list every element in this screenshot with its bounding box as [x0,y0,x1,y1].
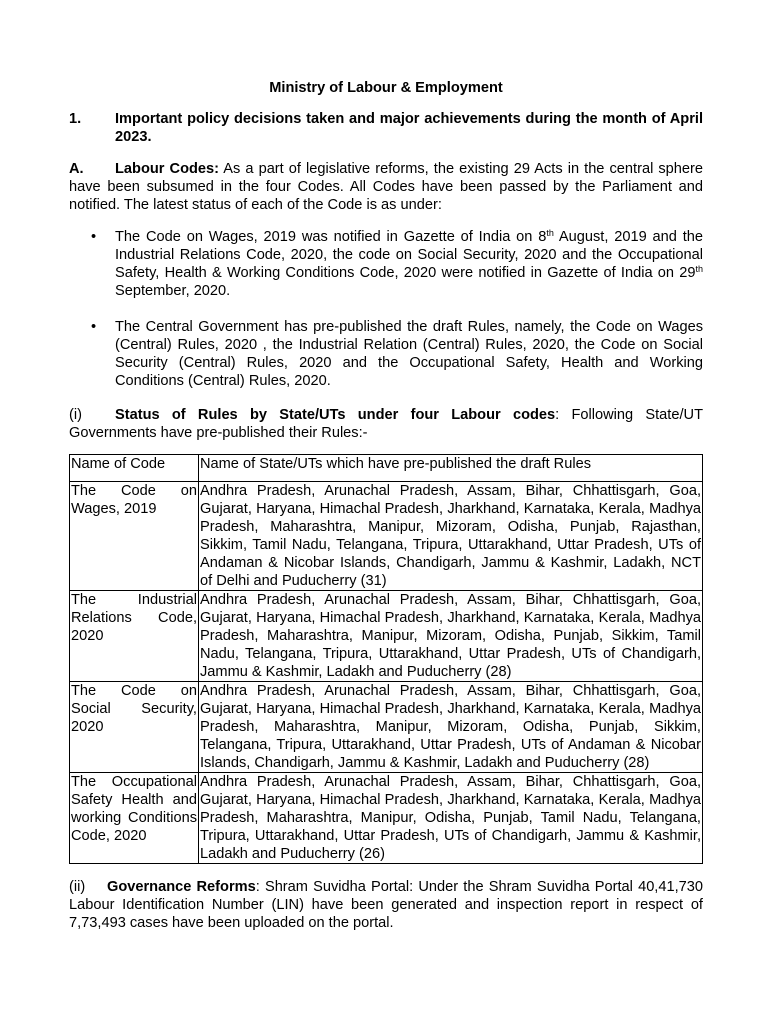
bullet-text-notification [115,228,703,300]
rules-status-table [69,454,703,864]
list-item [69,228,703,300]
heading-text: Important policy decisions taken and major achievements during the month of April 2023. [115,111,703,145]
section-labour-codes [69,160,703,214]
table-cell-code: The Code on Social Security, 2020 [70,682,199,773]
list-item [69,318,703,390]
table-header-code: Name of Code [70,455,199,482]
table-row [70,773,703,864]
bullet-1-part-1: The Code on Wages, 2019 was notified in Gazette of India on 8 [115,229,547,245]
bullet-1-superscript-2: th [695,264,703,274]
policy-heading [69,110,703,146]
bullet-1-part-2: August, 2019 and the Industrial Relations Code, 2020, the code on Social Security, 2020 and the Occupational Safety, Health & Working Conditions Code, 2020 were notified in Gazette of India on 29 [115,229,703,281]
bullet-1-part-3: September, 2020. [115,283,231,299]
table-header-row [70,455,703,482]
table-cell-states: Andhra Pradesh, Arunachal Pradesh, Assam, Bihar, Chhattisgarh, Goa, Gujarat, Haryana, Himachal Pradesh, Jharkhand, Karnataka, Kerala, Madhya Pradesh, Maharashtra, Manipur, Odisha, Punjab, Tamil Nadu, Telangana, Tripura, Uttarakhand, Uttar Pradesh, UTs of Chandigarh, Jammu & Kashmir, Ladakh and Puducherry (26) [200,774,701,862]
bullet-list [69,228,703,390]
table-header-states: Name of State/UTs which have pre-published the draft Rules [199,455,703,482]
status-subject: Status of Rules by State/UTs under four Labour codes [115,407,556,423]
table-row [70,591,703,682]
governance-subject: Governance Reforms [107,879,256,895]
table-cell-states: Andhra Pradesh, Arunachal Pradesh, Assam, Bihar, Chhattisgarh, Goa, Gujarat, Haryana, Himachal Pradesh, Jharkhand, Karnataka, Kerala, Madhya Pradesh, Maharashtra, Manipur, Mizoram, Odisha, Punjab, Sikkim, Tamil Nadu, Telangana, Tripura, Uttarakhand, Uttar Pradesh, UTs of Chandigarh, Jammu & Kashmir, Ladakh and Puducherry (28) [200,592,701,680]
table-row [70,682,703,773]
section-a-text: As a part of legislative reforms, the existing 29 Acts in the central sphere have been subsumed in the four Codes. All Codes have been passed by the Parliament and notified. The latest status of each of the Code is as under: [69,161,704,213]
bullet-icon: • [91,229,97,245]
bullet-text-draft-rules: The Central Government has pre-published the draft Rules, namely, the Code on Wages (Central) Rules, 2020 , the Industrial Relation (Central) Rules, 2020, the Code on Social Security (Central) Rules, 2020 and the Occupational Safety, Health and Working Conditions (Central) Rules, 2020. [115,319,703,389]
table-cell-states: Andhra Pradesh, Arunachal Pradesh, Assam, Bihar, Chhattisgarh, Goa, Gujarat, Haryana, Himachal Pradesh, Jharkhand, Karnataka, Kerala, Madhya Pradesh, Maharashtra, Manipur, Mizoram, Odisha, Punjab, Sikkim, Telangana, Tripura, Uttarakhand, Uttar Pradesh, UTs of Andaman & Nicobar Islands, Chandigarh, Jammu & Kashmir, Ladakh and Puducherry (28) [200,683,701,771]
bullet-icon: • [91,319,97,335]
section-a-subject: Labour Codes: [115,161,219,177]
governance-reforms [69,878,703,932]
section-a-label: A. [69,161,84,177]
document-page [69,78,703,932]
governance-label: (ii) [69,879,86,895]
bullet-1-superscript-1: th [546,228,554,238]
document-title: Ministry of Labour & Employment [269,80,503,96]
table-cell-code: The Code on Wages, 2019 [70,482,199,591]
status-text: : Following State/UT Governments have pre-published their Rules:- [69,407,703,441]
table-cell-states: Andhra Pradesh, Arunachal Pradesh, Assam, Bihar, Chhattisgarh, Goa, Gujarat, Haryana, Himachal Pradesh, Jharkhand, Karnataka, Kerala, Madhya Pradesh, Maharashtra, Manipur, Mizoram, Odisha, Punjab, Rajasthan, Sikkim, Tamil Nadu, Telangana, Tripura, Uttarakhand, Uttar Pradesh, UTs of Andaman & Nicobar Islands, Chandigarh, Jammu & Kashmir, Ladakh, NCT of Delhi and Puducherry (31) [200,483,701,589]
table-cell-code: The Industrial Relations Code, 2020 [70,591,199,682]
table-cell-code: The Occupational Safety Health and working Conditions Code, 2020 [70,773,199,864]
status-of-rules [69,406,703,442]
table-row [70,482,703,591]
heading-number: 1. [69,111,82,127]
governance-text: : Shram Suvidha Portal: Under the Shram Suvidha Portal 40,41,730 Labour Identification Number (LIN) have been generated and inspection report in respect of 7,73,493 cases have been uploaded on the portal. [69,879,703,931]
status-label: (i) [69,407,82,423]
